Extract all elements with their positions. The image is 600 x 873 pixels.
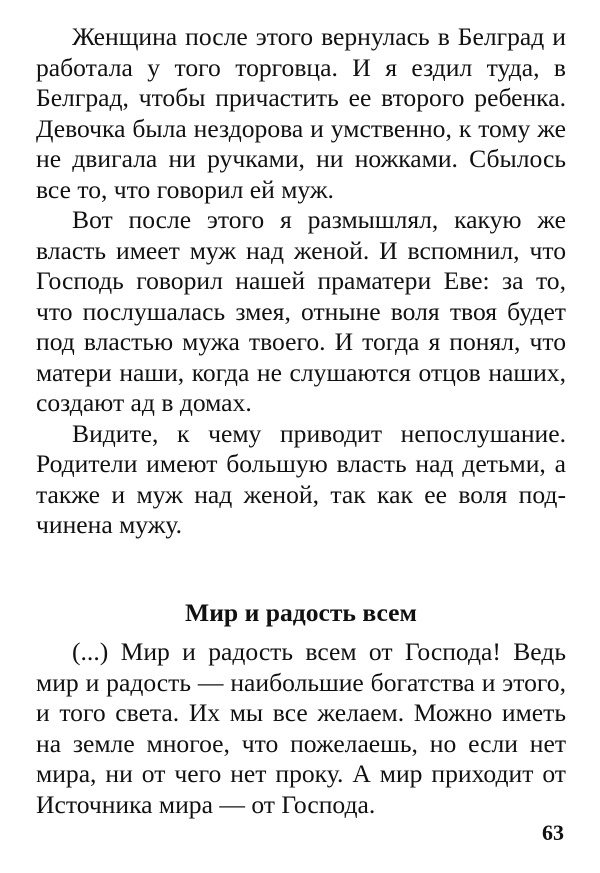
section-heading: Мир и радость всем	[185, 597, 417, 627]
paragraph-disobedience: Видите, к чему приводит непослушание. Родители имеют большую власть над детьми, а также и муж над женой, так как ее воля подчинена мужу.	[36, 418, 566, 539]
page-number: 63	[542, 820, 564, 845]
page-body	[36, 22, 566, 820]
paragraph-peace-and-joy: (...) Мир и радость всем от Господа! Ведь мир и радость — наибольшие богатства и этого, и того света. Их мы все желаем. Можно иметь на земле многое, что пожелаешь, но если нет мира, ни от чего нет проку. А мир приходит от Источника мира — от Господа.	[36, 637, 566, 819]
paragraph-woman-returned: Женщина после этого вернулась в Белград и работала у того торговца. И я ездил туда, в Белград, чтобы причастить ее второго ребенка. Девочка была нездорова и умственно, к тому же не двигала ни ручками, ни ножками. Сбылось все то, что говорил ей муж.	[36, 22, 566, 204]
paragraph-husband-authority: Вот после этого я размышлял, какую же власть имеет муж над женой. И вспомнил, что Господь говорил нашей праматери Еве: за то, что послушалась змея, отныне воля твоя будет под властью мужа твоего. И тогда я понял, что матери наши, когда не слушаются отцов наших, создают ад в домах.	[36, 205, 566, 417]
